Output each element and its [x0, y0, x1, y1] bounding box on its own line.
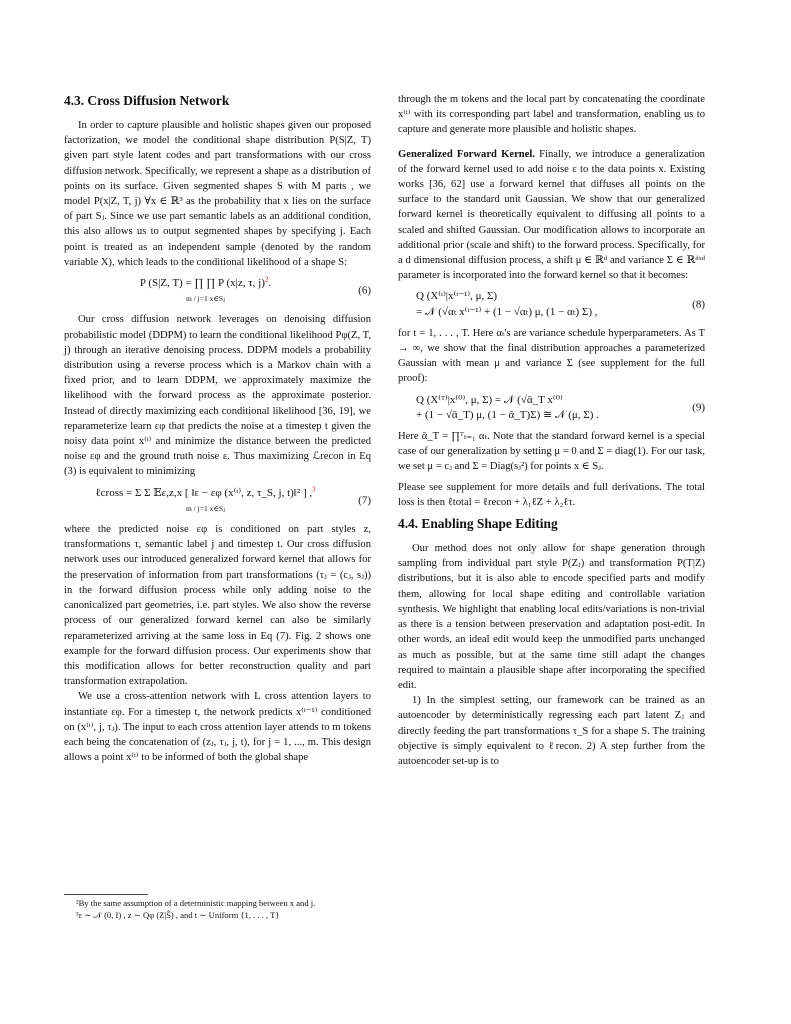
- equation-6: P (S|Z, T) = ∏ ∏ P (x|z, τ, j)$^2$. m / j=1 x∈Sⱼ (6): [139, 275, 371, 304]
- eq6-footnote-mark[interactable]: 2: [264, 275, 269, 284]
- eq8-line-2: = 𝒩 (√αₜ x⁽ᵗ⁻¹⁾ + (1 − √αₜ) μ, (1 − αₜ) Σ) ,: [416, 305, 598, 318]
- paragraph-special-case: Here ᾱ_T = ∏ᵀₜ₌₁ αₜ. Note that the standard forward kernel is a special case of our generalization by setting μ = 0 and Σ = diag(1). For our task, we set μ = cⱼ and Σ = Diag(sⱼ²) for points x ∈ Sⱼ.: [398, 431, 705, 473]
- paragraph-generalized-forward-kernel: [398, 147, 705, 284]
- eq8-line-1: Q (X⁽ᵗ⁾|x⁽ᵗ⁻¹⁾, μ, Σ): [416, 290, 498, 303]
- runin-heading-generalized-kernel: Generalized Forward Kernel.: [398, 148, 535, 160]
- paragraph-intro: In order to capture plausible and holistic shapes given our proposed factorization, we model the conditional shape distribution P(S|Z, T) given part style latent codes and part transformations with our cross diffusion network. Specifically, we represent a shape as a distribution of points on its surface. Given segmented shapes S with M parts , we model P(x|Z, T, j) ∀x ∈ ℝ³ as the probability that x lies on the surface of part Sⱼ. Since we use part semantic labels as an additional condition, this also allows us to output segmented shapes by specifying j. Each point is treated as an independent sample (denoted by the random variable X), which leads to the conditional likelihood of a shape S:: [64, 120, 371, 268]
- footnotes: [64, 894, 371, 921]
- eq6-limit-top: m: [185, 294, 192, 304]
- eq7-footnote-mark[interactable]: 3: [312, 485, 316, 494]
- eq6-limit-bottom: j=1 x∈Sⱼ: [197, 294, 226, 304]
- right-column: [398, 92, 705, 769]
- eq6-number: (6): [358, 284, 371, 297]
- paragraph-variance-schedule: for t = 1, . . . , T. Here αₜ's are variance schedule hyperparameters. As T → ∞, we show that the final distribution approaches a parameterized Gaussian with mean μ and variance Σ (see supplement for the full proof):: [398, 327, 705, 385]
- footnote-3: ³ε ∼ 𝒩 (0, I) , z ∼ Qφ (Z|Ŝ) , and t ∼ Uniform {1, . . . , T}: [76, 910, 280, 920]
- paragraph-continued: through the m tokens and the local part by concatenating the coordinate x⁽ᵗ⁾ with its corresponding part label and transformation, enabling us to capture and generate more plausible and holistic shapes.: [398, 94, 705, 136]
- eq7-limit-bottom: j=1 x∈Sⱼ: [197, 503, 226, 513]
- paragraph-total-loss: Please see supplement for more details and full derivations. The total loss is then ℓtotal = ℓrecon + λ₁ℓZ + λ₂ℓτ.: [398, 481, 705, 508]
- paragraph-ddpm: Our cross diffusion network leverages on denoising diffusion probabilistic model (DDPM) to learn the conditional likelihood Pφ(Z, T, j) through an iterative denoising process. DDPM models a probability distribution using a reverse process which is a Markov chain with a fixed prior, and to learn DDPM, we approximately maximize the likelihood with the forward process as the approximate posterior. Instead of directly maximizing each conditional likelihood [36, 19], we reparameterize learn εφ that predicts the noise at a timestep t given the noisy data point x⁽ᵗ⁾ and minimize the distance between the predicted noise εφ and the ground truth noise ε. Thus maximizing ℒrecon in Eq (3) is equivalent to minimizing: [64, 314, 371, 478]
- eq9-line-2: + (1 − √ᾱ_T) μ, (1 − ᾱ_T)Σ) ≅ 𝒩 (μ, Σ) .: [416, 408, 599, 421]
- eq9-line-1: Q (X⁽ᵀ⁾|x⁽⁰⁾, μ, Σ) = 𝒩 (√ᾱ_T x⁽⁰⁾: [416, 393, 563, 406]
- left-column: [64, 92, 371, 765]
- eq6-expression: P (S|Z, T) = ∏ ∏ P (x|z, τ, j): [139, 277, 265, 290]
- eq9-number: (9): [692, 401, 705, 414]
- gen-kernel-text: Finally, we introduce a generalization of the forward kernel used to add noise ε to the data points x. Existing works [36, 62] use a forward kernel that diffuses all points on the surface to the standard unit Gaussian. We show that our generalized forward kernel is theoretically equivalent to diffusing all points to a scaled and shifted Gaussian. Our modification allows to incorporate an additional prior (scale and shift) to the forward process. Specifically, for a d dimensional diffusion process, a shift μ ∈ ℝᵈ and variance Σ ∈ ℝᵈˣᵈ parameter is incorporated into the forward kernel so that it becomes:: [398, 148, 705, 282]
- paragraph-shape-editing: Our method does not only allow for shape generation through sampling from individual part style P(Zⱼ) and transformation P(T|Z) distributions, but it is also able to encode specified parts and modify them, allowing for local shape editing and controllable variation synthesis. We highlight that enabling local edits/variations is non-trivial as there is a tension between preservation and adaptation post-edit. In other words, an ideal edit would keep the unmodified parts unchanged as much as possible, but at the same time still adapt the changes required to maintain a plausible shape after incorporating the specified edit.: [398, 543, 705, 691]
- paragraph-cross-attention: We use a cross-attention network with L cross attention layers to instantiate εφ. For a timestep t, the network predicts x⁽ᵗ⁻¹⁾ conditioned on (x⁽ᵗ⁾, j, τⱼ). The input to each cross attention layer attends to m tokens each being the concatenation of (zⱼ, τⱼ, j, t), for j = 1, ..., m. This design allows a point x⁽ᵗ⁾ to be informed of both the global shape: [64, 691, 371, 764]
- paragraph-generalized-kernel-use: where the predicted noise εφ is conditioned on part styles z, transformations τ, semantic label j and timestep t. Our cross diffusion network uses our introduced generalized forward kernel that allows for the preservation of information from part transformations (τⱼ = (cⱼ, sⱼ)) in the forward diffusion process while only adding noise to the canonicalized part geometries, i.e. part styles. We also show the reverse process of our generalized forward kernel can also be similarly reparameterized arriving at the same loss in Eq (7). Fig. 2 shows one example for the forward diffusion process. Our experiments show that this modification allows for better reconstruction quality and part transformation extrapolation.: [64, 524, 371, 688]
- eq7-number: (7): [358, 494, 371, 507]
- section-heading-cross-diffusion: 4.3. Cross Diffusion Network: [64, 93, 230, 108]
- footnote-2: ²By the same assumption of a deterministic mapping between x and j.: [76, 898, 316, 908]
- eq7-limit-top: m: [185, 503, 192, 513]
- paragraph-autoencoder: 1) In the simplest setting, our framework can be trained as an autoencoder by deterministically regressing each part latent Zⱼ and directly feeding the part transformations τ_S for a shape S. The training objective is simply equivalent to ℓrecon. 2) A step further from the autoencoder set-up is to: [398, 695, 705, 767]
- eq8-number: (8): [692, 298, 705, 311]
- eq7-expression: ℓcross = Σ Σ 𝔼ε,z,x [ ‖ε − εφ (x⁽ᵗ⁾, z, τ_S, j, t)‖² ] ,: [95, 486, 313, 499]
- equation-8: [398, 289, 705, 319]
- section-heading-shape-editing: 4.4. Enabling Shape Editing: [398, 516, 558, 532]
- footnote-rule: [64, 894, 148, 895]
- equation-7: ℓcross = Σ Σ 𝔼ε,z,x [ ‖ε − εφ (x⁽ᵗ⁾, z, τ_S, j, t)‖² ] ,$^3$ m / j=1 x∈Sⱼ (7): [95, 485, 371, 513]
- equation-9: [398, 393, 705, 423]
